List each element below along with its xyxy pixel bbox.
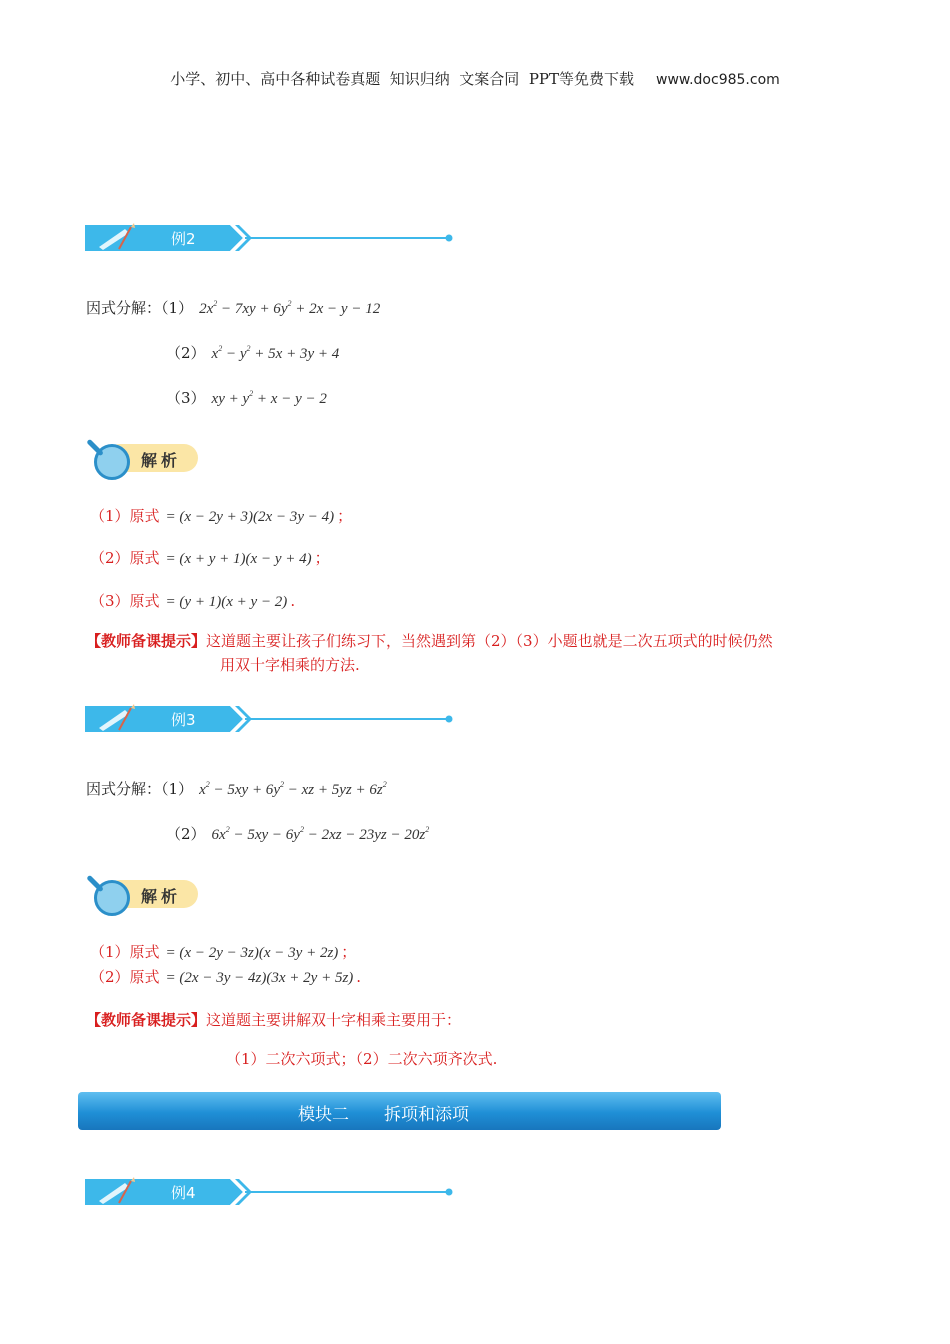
answer-line — [90, 966, 361, 987]
item-number: （2） — [166, 825, 206, 843]
example-banner-2 — [85, 223, 465, 253]
answer-prefix: （2）原式 — [90, 549, 160, 567]
teacher-tip — [86, 1008, 886, 1032]
problem-line — [86, 778, 387, 799]
item-number: （2） — [166, 344, 206, 362]
math-expression: $6x^2 - 5xy - 6y^2 - 2xz - 23yz - 20z^2$ — [211, 825, 430, 843]
example-banner-graphic — [85, 1177, 465, 1207]
module-title: 模块二 — [298, 1105, 349, 1125]
example-banner-4 — [85, 1177, 465, 1207]
problem-line — [166, 387, 327, 408]
answer-end: ； — [314, 549, 330, 567]
module-header — [78, 1092, 721, 1130]
tip-text-continued: 用双十字相乘的方法. — [220, 656, 360, 674]
example-banner-3 — [85, 704, 465, 734]
example-banner-graphic — [85, 223, 465, 253]
tip-label: 【教师备课提示】 — [86, 1011, 207, 1029]
analysis-badge — [86, 872, 206, 912]
answer-end: ； — [341, 943, 357, 961]
problem-line — [86, 297, 380, 318]
math-expression: = (x − 2y − 3z)(x − 3y + 2z) — [165, 945, 339, 961]
answer-prefix: （1）原式 — [90, 943, 160, 961]
header-text: 小学、初中、高中各种试卷真题 知识归纳 文案合同 PPT等免费下载 — [170, 70, 635, 88]
math-expression: = (2x − 3y − 4z)(3x + 2y + 5z) — [165, 970, 354, 986]
teacher-tip — [86, 629, 886, 677]
analysis-label: 解析 — [141, 887, 182, 906]
teacher-tip-detail: （1）二次六项式；（2）二次六项齐次式. — [226, 1050, 498, 1068]
answer-line — [90, 505, 352, 526]
math-expression: = (x + y + 1)(x − y + 4) — [165, 551, 312, 567]
example-label: 例2 — [171, 230, 196, 248]
answer-line — [90, 941, 356, 962]
math-expression: = (y + 1)(x + y − 2) — [165, 594, 288, 610]
header-site: www.doc985.com — [656, 72, 780, 88]
item-number: （1） — [161, 780, 194, 798]
answer-end: ； — [337, 507, 353, 525]
answer-prefix: （3）原式 — [90, 592, 160, 610]
tip-text: 这道题主要让孩子们练习下，当然遇到第（2）（3）小题也就是二次五项式的时候仍然 — [206, 632, 773, 650]
answer-prefix: （2）原式 — [90, 968, 160, 986]
problem-prompt: 因式分解： — [86, 299, 162, 317]
example-label: 例4 — [171, 1184, 196, 1202]
math-expression: $x^2 - 5xy + 6y^2$ − xz + $5yz + 6z^2$ — [199, 780, 387, 798]
math-expression: = (x − 2y + 3)(2x − 3y − 4) — [165, 509, 335, 525]
problem-prompt: 因式分解： — [86, 780, 162, 798]
math-expression: $x^2 - y^2 + 5x + 3y + 4$ — [211, 344, 340, 362]
math-expression: $2x^2 - 7xy + 6y^2 + 2x - y - 12$ — [199, 299, 381, 317]
module-subtitle: 拆项和添项 — [384, 1105, 469, 1125]
answer-end: . — [290, 592, 296, 610]
math-expression: xy + $y^2 + x - y - 2$ — [211, 389, 327, 407]
item-number: （1） — [161, 299, 194, 317]
answer-line — [90, 547, 330, 568]
problem-line — [166, 342, 339, 363]
item-number: （3） — [166, 389, 206, 407]
example-banner-graphic — [85, 704, 465, 734]
page-header — [0, 68, 950, 89]
tip-text: 这道题主要讲解双十字相乘主要用于： — [206, 1011, 462, 1029]
answer-prefix: （1）原式 — [90, 507, 160, 525]
answer-line — [90, 590, 295, 611]
tip-label: 【教师备课提示】 — [86, 632, 207, 650]
problem-line — [166, 823, 429, 844]
analysis-badge — [86, 436, 206, 476]
example-label: 例3 — [171, 711, 196, 729]
answer-end: . — [356, 968, 362, 986]
analysis-label: 解析 — [141, 451, 182, 470]
